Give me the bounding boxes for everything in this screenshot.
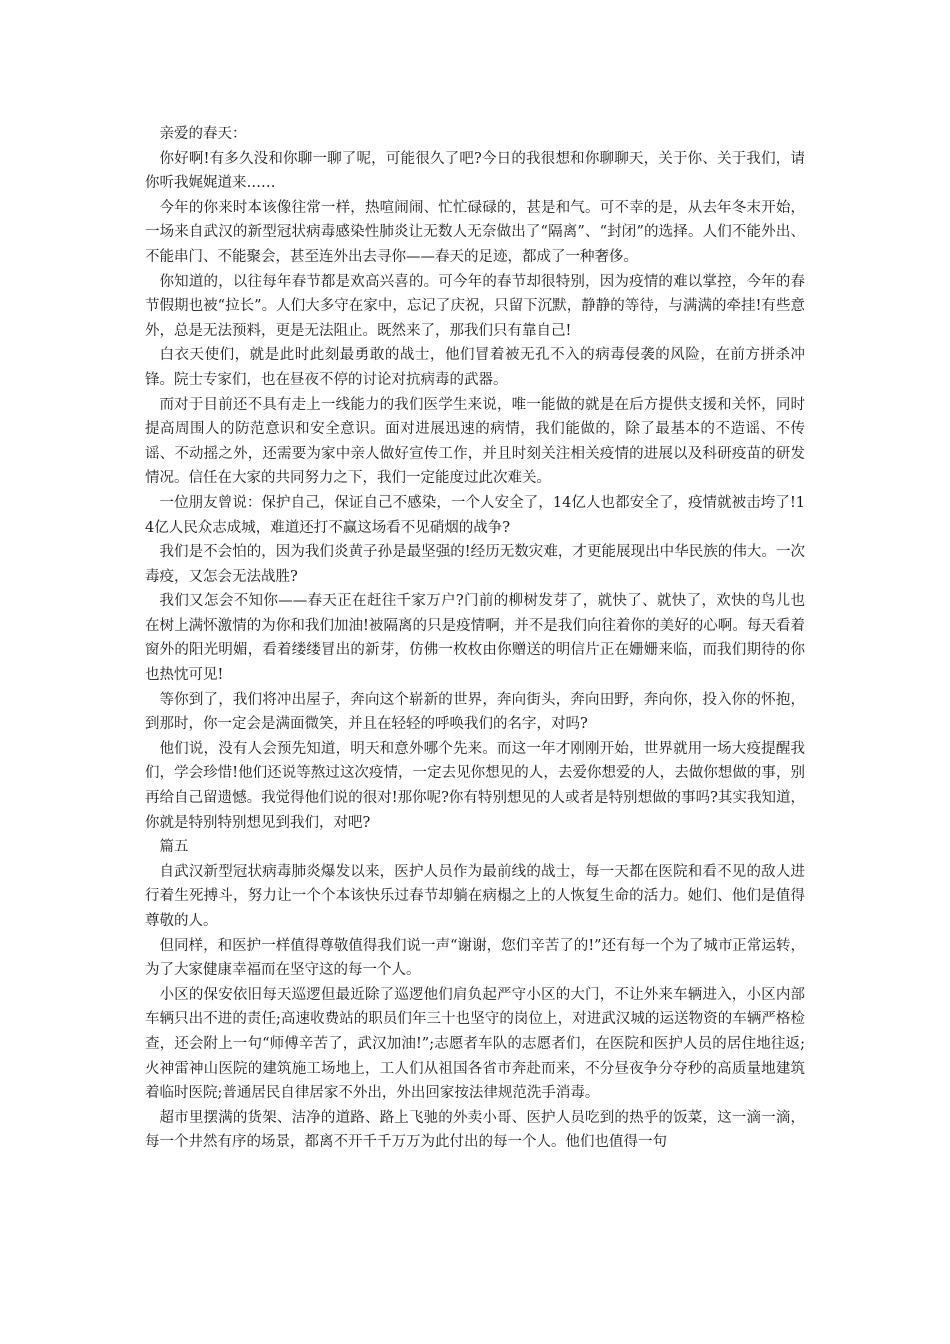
- section-heading: 篇五: [159, 839, 189, 856]
- paragraph: 自武汉新型冠状病毒肺炎爆发以来，医护人员作为最前线的战士，每一天都在医院和看不见的敌人进行着生死搏斗，努力让一个个本该快乐过春节却躺在病榻之上的人恢复生命的活力。她们、他们是值得尊敬的人。: [145, 863, 805, 929]
- paragraph: 白衣天使们，就是此时此刻最勇敢的战士，他们冒着被无孔不入的病毒侵袭的风险，在前方拼杀冲锋。院士专家们，也在昼夜不停的讨论对抗病毒的武器。: [145, 347, 805, 388]
- paragraph: 他们说，没有人会预先知道，明天和意外哪个先来。而这一年才刚刚开始，世界就用一场大疫提醒我们，学会珍惜!他们还说等熬过这次疫情，一定去见你想见的人，去爱你想爱的人，去做你想做的事，别再给自己留遗憾。我觉得他们说的很对!那你呢?你有特别想见的人或者是特别想做的事吗?其实我知道，你就是特别特别想见到我们，对吧?: [145, 740, 805, 831]
- paragraph: 我们又怎会不知你——春天正在赶往千家万户?门前的柳树发芽了，就快了、就快了，欢快的鸟儿也在树上满怀激情的为你和我们加油!被隔离的只是疫情啊，并不是我们向往着你的美好的心啊。每天看着窗外的阳光明媚，看着缕缕冒出的新芽，仿佛一枚枚由你赠送的明信片正在姗姗来临，而我们期待的你也热忱可见!: [145, 593, 805, 684]
- salutation: 亲爱的春天：: [159, 126, 247, 142]
- paragraph: 小区的保安依旧每天巡逻但最近除了巡逻他们肩负起严守小区的大门，不让外来车辆进入，小区内部车辆只出不进的责任;高速收费站的职员们年三十也坚守的岗位上，对进武汉城的运送物资的车辆严格检查，还会附上一句“师傅辛苦了，武汉加油!”;志愿者车队的志愿者们，在医院和医护人员的居住地往返;火神雷神山医院的建筑施工场地上，工人们从祖国各省市奔赴而来，不分昼夜争分夺秒的高质量地建筑着临时医院;普通居民自律居家不外出，外出回家按法律规范洗手消毒。: [145, 986, 805, 1102]
- paragraph: 今年的你来时本该像往常一样，热喧闹闹、忙忙碌碌的，甚是和气。可不幸的是，从去年冬末开始，一场来自武汉的新型冠状病毒感染性肺炎让无数人无奈做出了“隔离”、“封闭”的选择。人们不能外出、不能串门、不能聚会，甚至连外出去寻你——春天的足迹，都成了一种奢侈。: [145, 199, 805, 265]
- paragraph: 一位朋友曾说：保护自己，保证自己不感染，一个人安全了，14亿人也都安全了，疫情就被击垮了!14亿人民众志成城，难道还打不赢这场看不见硝烟的战争?: [145, 494, 805, 536]
- paragraph: 你好啊!有多久没和你聊一聊了呢，可能很久了吧?今日的我很想和你聊聊天，关于你、关于我们，请你听我娓娓道来……: [145, 150, 805, 192]
- paragraph: 但同样，和医护一样值得尊敬值得我们说一声“谢谢，您们辛苦了的!”还有每一个为了城市正常运转，为了大家健康幸福而在坚守这的每一个人。: [145, 937, 805, 979]
- paragraph: 等你到了，我们将冲出屋子，奔向这个崭新的世界，奔向街头，奔向田野，奔向你，投入你的怀抱，到那时，你一定会是满面微笑，并且在轻轻的呼唤我们的名字，对吗?: [145, 691, 805, 733]
- paragraph: 而对于目前还不具有走上一线能力的我们医学生来说，唯一能做的就是在后方提供支援和关怀，同时提高周围人的防范意识和安全意识。面对进展迅速的病情，我们能做的，除了最基本的不造谣、不传谣、不动摇之外，还需要为家中亲人做好宣传工作，并且时刻关注相关疫情的进展以及科研疫苗的研发情况。信任在大家的共同努力之下，我们一定能度过此次难关。: [145, 396, 805, 487]
- document-body: [145, 122, 805, 1155]
- paragraph: 你知道的，以往每年春节都是欢高兴喜的。可今年的春节却很特别，因为疫情的难以掌控，今年的春节假期也被“拉长”。人们大多守在家中，忘记了庆祝，只留下沉默，静静的等待，与满满的牵挂!有些意外，总是无法预料，更是无法阻止。既然来了，那我们只有靠自己!: [145, 273, 805, 339]
- paragraph: 超市里摆满的货架、洁净的道路、路上飞驰的外卖小哥、医护人员吃到的热乎的饭菜，这一滴一滴，每一个井然有序的场景，都离不开千千万万为此付出的每一个人。他们也值得一句: [145, 1109, 805, 1151]
- paragraph: 我们是不会怕的，因为我们炎黄子孙是最坚强的!经历无数灾难，才更能展现出中华民族的伟大。一次毒疫，又怎会无法战胜?: [145, 544, 805, 585]
